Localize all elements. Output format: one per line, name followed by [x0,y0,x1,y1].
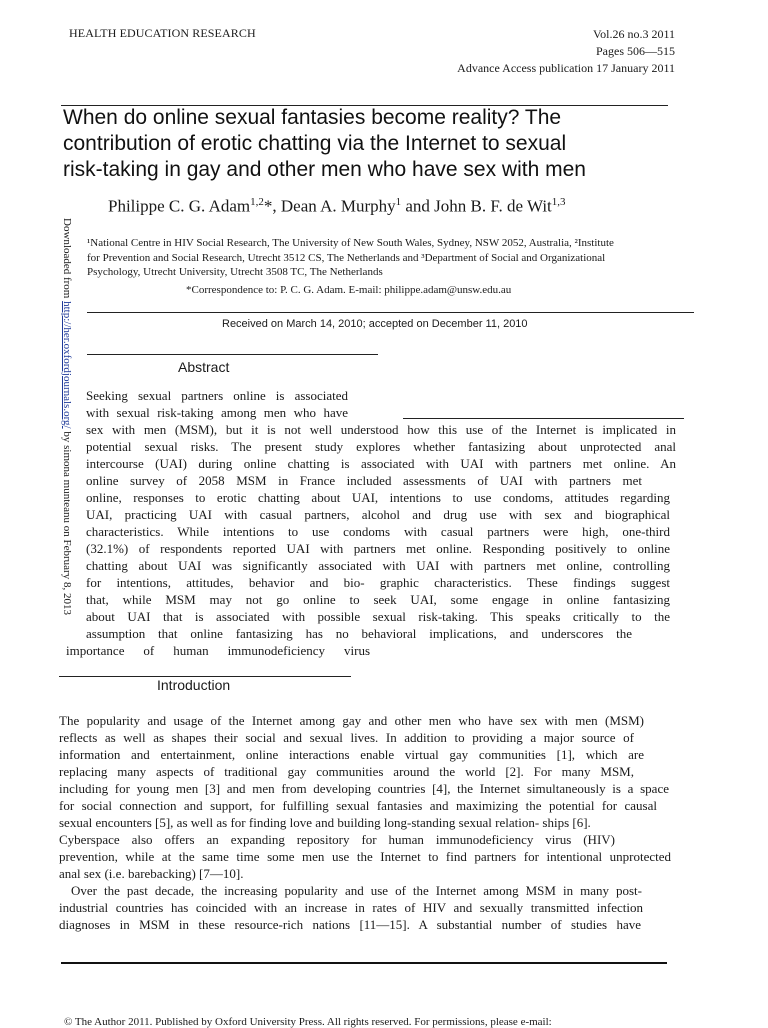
download-prefix: Downloaded from [61,218,73,302]
abstract-line: (32.1%) of respondents reported UAI with partners met online. Responding positively to online [86,541,670,556]
abstract-line: with sexual risk-taking among men who have [86,405,348,420]
intro-line: anal sex (i.e. barebacking) [7—10]. [59,866,244,881]
title-line-3: risk-taking in gay and other men who have sex with men [63,158,586,181]
intro-line: sexual encounters [5], as well as for finding love and building long-standing sexual relation- ships [6]. [59,815,591,830]
intro-line: Over the past decade, the increasing popularity and use of the Internet among MSM in many post- [71,883,642,898]
intro-line: The popularity and usage of the Internet among gay and other men who have sex with men (MSM) [59,713,644,728]
abstract-line: characteristics. While intentions to use condoms with casual partners were high, one-third [86,524,670,539]
footer-rule [61,962,667,964]
received-top-rule [87,312,694,313]
intro-line: industrial countries has coincided with an increase in rates of HIV and sexually transmitted infection [59,900,643,915]
author-affil-sup: 1 [395,196,402,208]
author-affil-sup: 1,2 [250,196,264,208]
affiliation-line: for Prevention and Social Research, Utrecht 3512 CS, The Netherlands and ³Department of Social and Organizational [87,251,606,264]
abstract-line: assumption that online fantasizing has no behavioral implications, and underscores the [86,626,632,641]
abstract-line: Seeking sexual partners online is associated [86,388,348,403]
download-notice [61,218,73,658]
title-line-2: contribution of erotic chatting via the Internet to sexual [63,132,567,155]
pages-info: Pages 506—515 [596,44,675,58]
abstract-line: online, responses to erotic chatting about UAI, intentions to use condoms, attitudes regarding [86,490,670,505]
journal-name: HEALTH EDUCATION RESEARCH [69,26,256,40]
intro-line: for social connection and support, for fulfilling sexual fantasies and maximizing the potential for causal [59,798,657,813]
journal-link[interactable]: http://her.oxfordjournals.org/ [61,301,73,429]
author-name: *, Dean A. Murphy [263,196,396,216]
author-name: Philippe C. G. Adam [108,196,251,216]
abstract-line: potential sexual risks. The present study explores whether fantasizing about unprotected anal [86,439,676,454]
abstract-line: UAI, practicing UAI with casual partners, alcohol and drug use with sex and biographical [86,507,670,522]
title-line-1: When do online sexual fantasies become reality? The [63,106,562,129]
intro-line: including for young men [3] and men from developing countries [4], the Internet simultaneously is a space [59,781,669,796]
affiliations [87,236,687,280]
author-name: and John B. F. de Wit [401,196,552,216]
intro-line: reflects as well as shapes their social and sexual lives. In addition to providing a major source of [59,730,634,745]
abstract-line: importance of human immunodeficiency virus [66,643,370,658]
introduction-heading: Introduction [157,677,231,693]
abstract-top-rule [87,354,378,355]
author-affil-sup: 1,3 [551,196,566,208]
volume-info: Vol.26 no.3 2011 [592,27,675,41]
abstract-line: sex with men (MSM), but it is not well understood how this use of the Internet is implicated in [86,422,676,437]
abstract-line: that, while MSM may not go online to seek UAI, some engage in online fantasizing [86,592,670,607]
author-list [108,196,566,217]
intro-line: information and entertainment, online interactions enable virtual gay communities [1], which are [59,747,644,762]
abstract-line: intercourse (UAI) during online chatting is associated with UAI with partners met online. An [86,456,676,471]
copyright-footer: © The Author 2011. Published by Oxford University Press. All rights reserved. For permissions, please e-mail: [64,1016,552,1028]
intro-line: prevention, while at the same time some men use the Internet to find partners for intentional unprotected [59,849,671,864]
introduction-body [59,712,679,933]
abstract-line: for intentions, attitudes, behavior and bio- graphic characteristics. These findings suggest [86,575,670,590]
abstract-line: chatting about UAI was significantly associated with UAI with partners met online, controlling [86,558,670,573]
received-dates: Received on March 14, 2010; accepted on December 11, 2010 [222,318,528,330]
advance-access-info: Advance Access publication 17 January 2011 [457,61,675,75]
abstract-line: online survey of 2058 MSM in France included assessments of UAI with partners met [86,473,642,488]
abstract-heading: Abstract [178,359,230,375]
abstract-line: about UAI that is associated with possible sexual risk-taking. This speaks critically to the [86,609,670,624]
intro-line: Cyberspace also offers an expanding repository for human immunodeficiency virus (HIV) [59,832,615,847]
paper-title [63,105,703,183]
affiliation-line: ¹National Centre in HIV Social Research, The University of New South Wales, Sydney, NSW 2052, Australia, ²Institute [87,237,614,249]
intro-line: replacing many aspects of traditional gay communities around the world [2]. For many MSM, [59,764,634,779]
intro-line: diagnoses in MSM in these resource-rich nations [11—15]. A substantial number of studies have [59,917,641,932]
affiliation-line: Psychology, Utrecht University, Utrecht 3508 TC, The Netherlands [87,266,383,279]
download-suffix: by simona munteanu on February 8, 2013 [61,428,73,615]
correspondence-line: *Correspondence to: P. C. G. Adam. E-mail: philippe.adam@unsw.edu.au [186,284,512,296]
issue-meta [457,26,675,77]
